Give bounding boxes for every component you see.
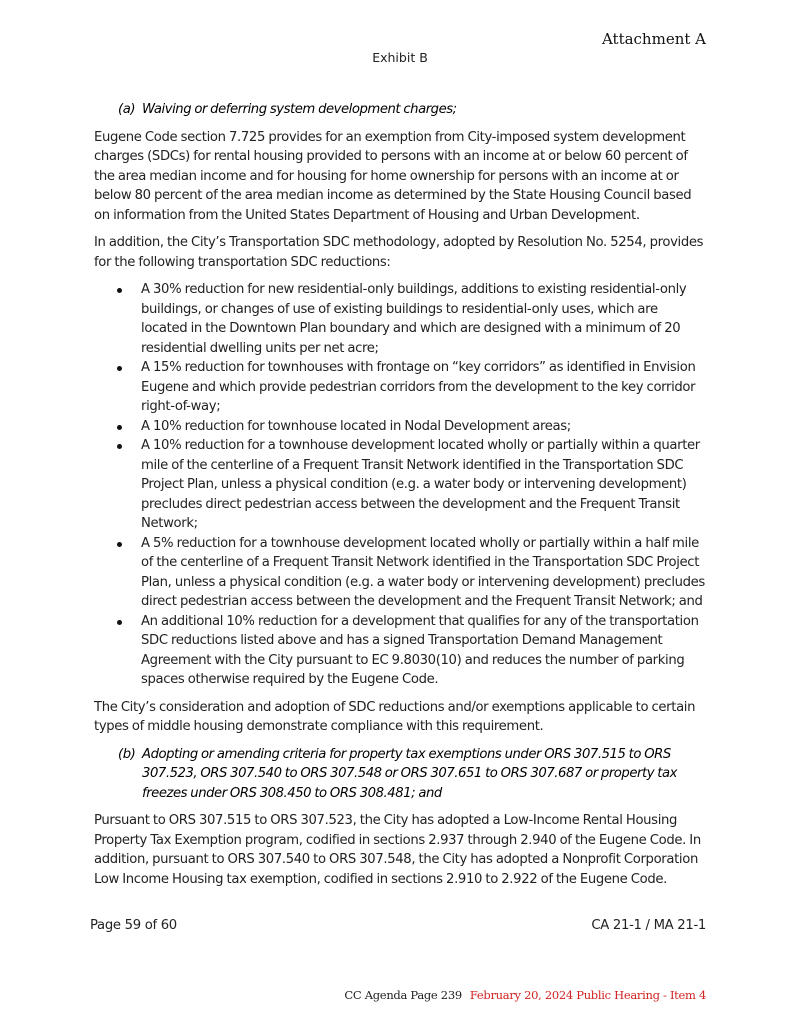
list-item-text: An additional 10% reduction for a development that qualifies for any of the transportation SDC reductions listed above and has a signed Transportation Demand Management Agreement with the City pursuant to EC 9.8030(10) and reduces the number of parking spaces otherwise required by the Eugene Code.	[141, 613, 699, 687]
list-item	[94, 280, 706, 358]
list-item	[94, 417, 706, 437]
section-b-heading-text: Adopting or amending criteria for property tax exemptions under ORS 307.515 to ORS 307.523, ORS 307.540 to ORS 307.548 or ORS 307.651 to ORS 307.687 or property tax freezes under ORS 308.450 to ORS 308.481; and	[142, 746, 678, 801]
bullet-icon	[117, 288, 122, 293]
section-a-paragraph-1: Eugene Code section 7.725 provides for an exemption from City-imposed system development charges (SDCs) for rental housing provided to persons with an income at or below 60 percent of the area median income and for housing for home ownership for persons with an income at or below 80 percent of the area median income as determined by the State Housing Council based on information from the United States Department of Housing and Urban Development.	[94, 129, 692, 223]
list-item-text: A 10% reduction for a townhouse development located wholly or partially within a quarter mile of the centerline of a Frequent Transit Network identified in the Transportation SDC Project Plan, unless a physical condition (e.g. a water body or intervening development) precludes direct pedestrian access between the development and the Frequent Transit Network;	[141, 438, 700, 531]
section-a-heading-text: Waiving or deferring system development charges;	[142, 102, 457, 117]
page-number: Page 59 of 60	[90, 918, 177, 933]
section-b-heading	[118, 745, 706, 804]
list-item	[94, 358, 706, 417]
section-a-heading	[118, 100, 706, 120]
bullet-icon	[117, 542, 122, 547]
agenda-stamp	[344, 988, 706, 1002]
exhibit-label: Exhibit B	[372, 50, 428, 65]
bullet-icon	[117, 425, 122, 430]
section-a-paragraph-3: The City’s consideration and adoption of SDC reductions and/or exemptions applicable to certain types of middle housing demonstrate compliance with this requirement.	[94, 699, 696, 734]
section-b-label: (b)	[118, 746, 136, 762]
list-item-text: A 10% reduction for townhouse located in Nodal Development areas;	[141, 418, 571, 434]
list-item-text: A 5% reduction for a townhouse development located wholly or partially within a half mile of the centerline of a Frequent Transit Network identified in the Transportation SDC Project Plan, unless a physical condition (e.g. a water body or intervening development) precludes direct pedestrian access between the development and the Frequent Transit Network; and	[141, 535, 705, 609]
list-item-text: A 30% reduction for new residential-only buildings, additions to existing residential-only buildings, or changes of use of existing buildings to residential-only uses, which are located in the Downtown Plan boundary and which are designed with a minimum of 20 residential dwelling units per net acre;	[141, 282, 687, 356]
attachment-label: Attachment A	[601, 30, 706, 48]
section-a-label: (a)	[118, 102, 136, 117]
bullet-icon	[117, 444, 122, 449]
sdc-reduction-list	[94, 280, 706, 690]
case-number: CA 21-1 / MA 21-1	[591, 918, 706, 933]
page-footer	[90, 918, 706, 938]
bullet-icon	[117, 366, 122, 371]
list-item	[94, 612, 706, 690]
hearing-label: February 20, 2024 Public Hearing - Item 4	[469, 988, 706, 1002]
section-b-paragraph-1: Pursuant to ORS 307.515 to ORS 307.523, the City has adopted a Low-Income Rental Housing Property Tax Exemption program, codified in sections 2.937 through 2.940 of the Eugene Code. In addition, pursuant to ORS 307.540 to ORS 307.548, the City has adopted a Nonprofit Corporation Low Income Housing tax exemption, codified in sections 2.910 to 2.922 of the Eugene Code.	[94, 813, 701, 887]
list-item-text: A 15% reduction for townhouses with frontage on “key corridors” as identified in Envision Eugene and which provide pedestrian corridors from the development to the key corridor right-of-way;	[141, 360, 696, 414]
bullet-icon	[117, 620, 122, 625]
document-body	[94, 100, 706, 897]
list-item	[94, 436, 706, 534]
agenda-page: CC Agenda Page 239	[344, 988, 462, 1002]
list-item	[94, 534, 706, 612]
section-a-paragraph-2: In addition, the City’s Transportation SDC methodology, adopted by Resolution No. 5254, provides for the following transportation SDC reductions:	[94, 235, 704, 270]
